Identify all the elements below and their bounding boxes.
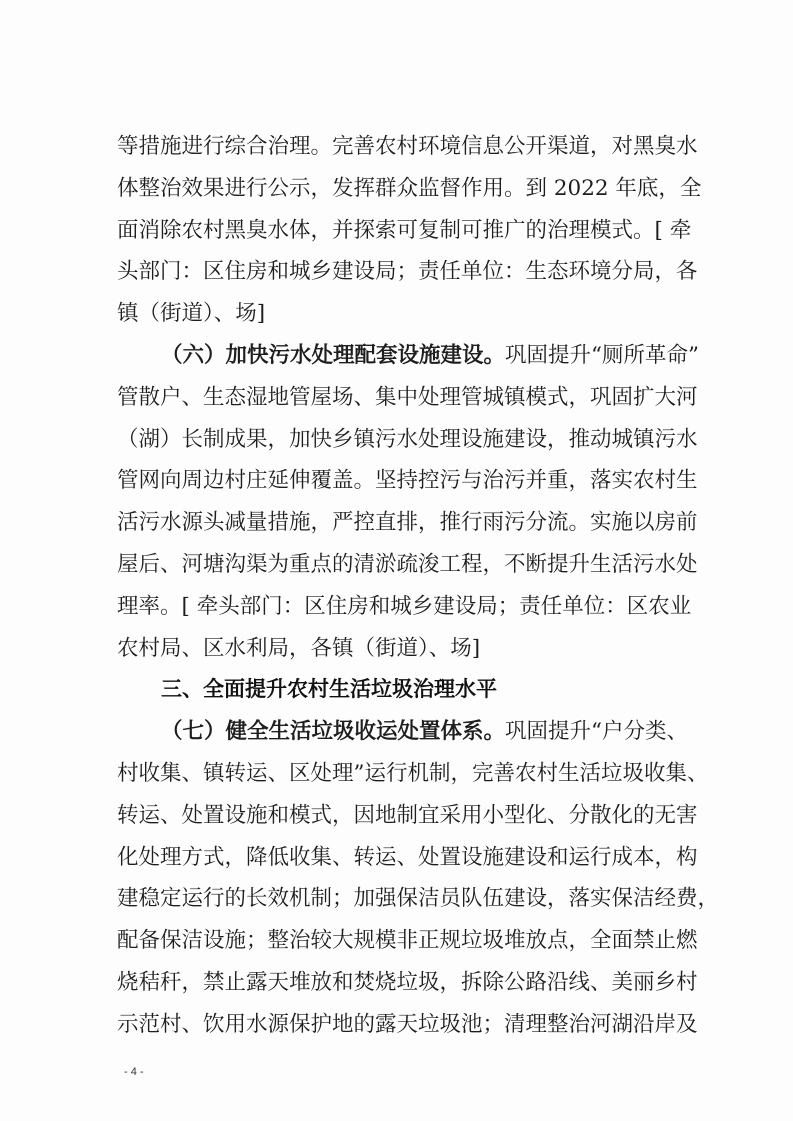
body-text — [117, 126, 720, 1046]
text-line: 村收集、镇转运、区处理”运行机制，完善农村生活垃圾收集、 — [117, 760, 709, 786]
text-line: （湖）长制成果，加快乡镇污水处理设施建设，推动城镇污水 — [117, 426, 698, 452]
text-span: 巩固提升“户分类、 — [505, 719, 689, 745]
text-line: 活污水源头减量措施，严控直排，推行雨污分流。实施以房前 — [117, 510, 698, 536]
section-heading: 三、全面提升农村生活垃圾治理水平 — [161, 677, 497, 702]
text-line: 农村局、区水利局，各镇（街道）、场] — [117, 635, 481, 661]
text-line: 体整治效果进行公示，发挥群众监督作用。到 2022 年底，全 — [117, 175, 702, 201]
text-line: 管网向周边村庄延伸覆盖。坚持控污与治污并重，落实农村生 — [117, 468, 698, 494]
text-line: 配备保洁设施；整治较大规模非正规垃圾堆放点，全面禁止燃 — [117, 928, 698, 954]
text-line: 理率。[ 牵头部门：区住房和城乡建设局；责任单位：区农业 — [117, 593, 692, 619]
text-line — [117, 335, 699, 377]
text-line: 等措施进行综合治理。完善农村环境信息公开渠道，对黑臭水 — [117, 134, 698, 159]
text-line: 化处理方式，降低收集、转运、处置设施建设和运行成本，构 — [117, 844, 698, 870]
item-title: （六）加快污水处理配套设施建设。 — [161, 342, 506, 368]
text-line: 建稳定运行的长效机制；加强保洁员队伍建设，落实保洁经费， — [117, 886, 720, 912]
text-line: 镇（街道）、场] — [117, 301, 266, 327]
text-line: 面消除农村黑臭水体，并探索可复制可推广的治理模式。[ 牵 — [117, 217, 692, 243]
item-title: （七）健全生活垃圾收运处置体系。 — [161, 719, 506, 745]
page-number: - 4 - — [124, 1066, 144, 1078]
text-line: 管散户、生态湿地管屋场、集中处理管城镇模式，巩固扩大河 — [117, 384, 698, 410]
text-line: 示范村、饮用水源保护地的露天垃圾池；清理整治河湖沿岸及 — [117, 1011, 698, 1037]
text-line: 转运、处置设施和模式，因地制宜采用小型化、分散化的无害 — [117, 802, 698, 828]
paragraph-garbage-system — [117, 711, 720, 1045]
text-line: 屋后、河塘沟渠为重点的清淤疏浚工程，不断提升生活污水处 — [117, 551, 698, 577]
text-line: 烧秸秆，禁止露天堆放和焚烧垃圾，拆除公路沿线、美丽乡村 — [117, 969, 698, 995]
text-line: 头部门：区住房和城乡建设局；责任单位：生态环境分局，各 — [117, 259, 698, 285]
paragraph-sewage-facilities — [117, 335, 699, 669]
text-span: 巩固提升“厕所革命” — [505, 342, 699, 368]
paragraph-black-odorous-water — [117, 126, 702, 335]
text-line — [117, 711, 689, 753]
